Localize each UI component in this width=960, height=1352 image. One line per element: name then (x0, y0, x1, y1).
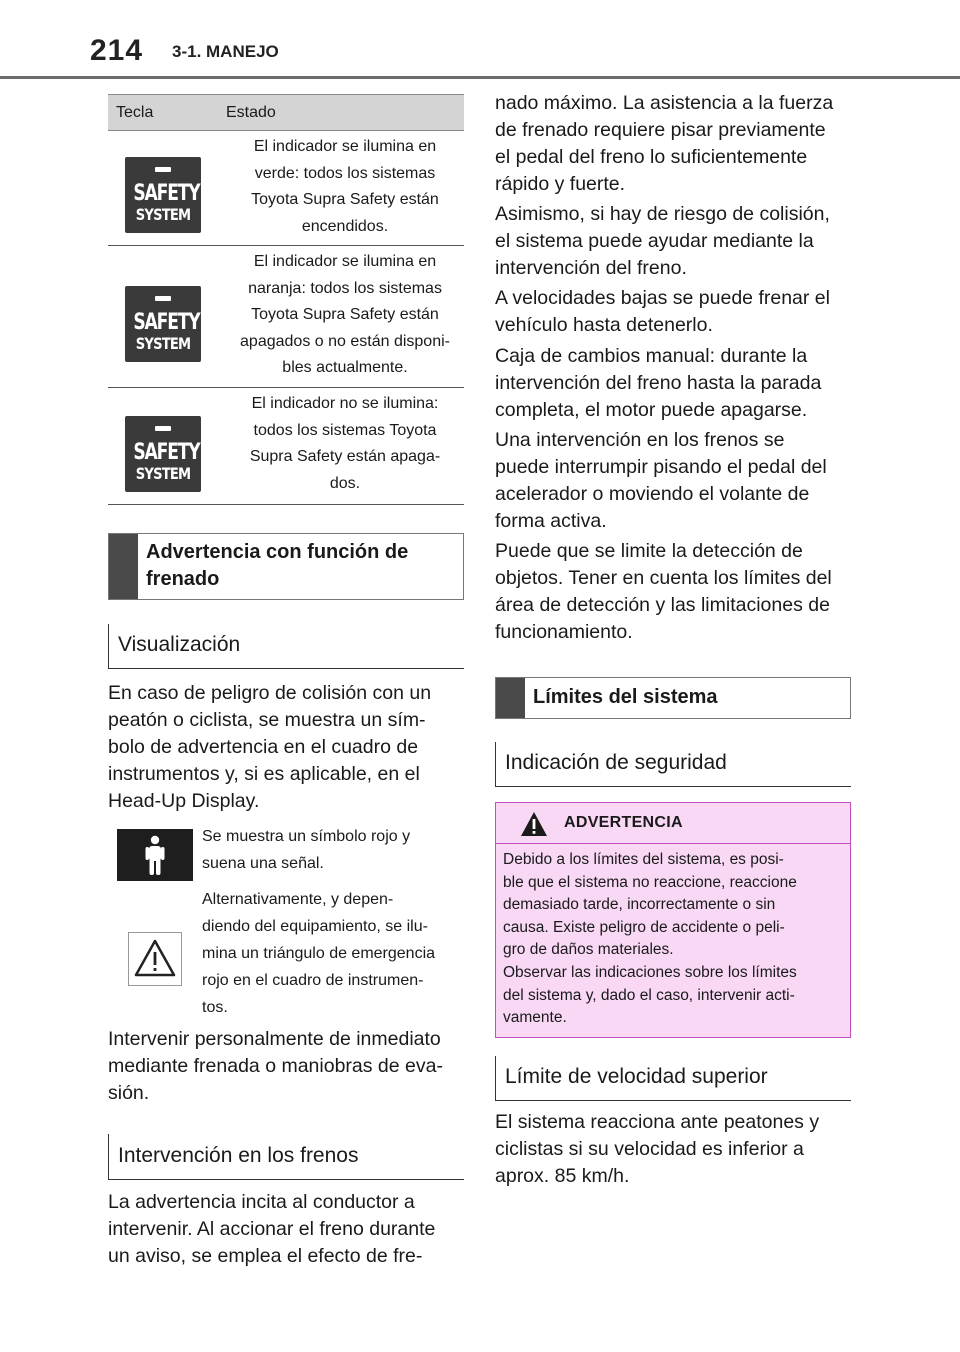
paragraph-intervenir: Intervenir personalmente de inmediato mediante frenada o maniobras de eva- sión. (108, 1028, 443, 1104)
icon-text-triangle: Alternativamente, y depen- diendo del equipamiento, se ilu- mina un triángulo de emergencia rojo en el cuadro de instrumen- tos. (202, 891, 436, 1016)
heading-advertencia-frenado: Advertencia con función de frenado (108, 533, 464, 600)
warning-triangle-icon (128, 932, 182, 986)
paragraph-visualizacion: En caso de peligro de colisión con un peatón o ciclista, se muestra un sím- bolo de advertencia en el cuadro de instrumentos y, si es aplicable, en el Head-Up Display. (108, 682, 432, 812)
header-rule (0, 76, 960, 79)
page-number: 214 (90, 34, 144, 67)
safety-system-key-icon: SAFETY SYSTEM (125, 286, 201, 362)
paragraph-right-1: nado máximo. La asistencia a la fuerza de frenado requiere pisar previamente el pedal del freno lo suficientemente rápido y fuerte. (495, 92, 834, 195)
warning-box (495, 802, 851, 1038)
section-title: 3-1. MANEJO (172, 42, 279, 61)
subheading-intervencion-frenos: Intervención en los frenos (108, 1134, 464, 1180)
table-row (108, 131, 464, 246)
pedestrian-icon (117, 829, 193, 881)
paragraph-intervencion: La advertencia incita al conductor a intervenir. Al accionar el freno durante un aviso, se emplea el efecto de fre- (108, 1191, 436, 1267)
warning-paragraph-2: Observar las indicaciones sobre los límites del sistema y, dado el caso, intervenir acti- vamente. (503, 964, 797, 1026)
state-table (108, 94, 464, 505)
col-header-key: Tecla (116, 104, 154, 121)
paragraph-right-4: Caja de cambios manual: durante la intervención del freno hasta la parada completa, el motor puede apagarse. (495, 345, 822, 421)
warning-header (496, 803, 850, 844)
subheading-indicacion-seguridad: Indicación de seguridad (495, 742, 851, 787)
subheading-limite-velocidad: Límite de velocidad superior (495, 1056, 851, 1101)
heading-limites-sistema: Límites del sistema (495, 677, 851, 719)
subheading-visualizacion: Visualización (108, 624, 464, 669)
table-header (108, 94, 464, 131)
table-row (108, 246, 464, 388)
warning-title: ADVERTENCIA (564, 814, 683, 831)
safety-system-key-icon: SAFETY SYSTEM (125, 416, 201, 492)
paragraph-right-5: Una intervención en los frenos se puede interrumpir pisando el pedal del acelerador o moviendo el volante de forma activa. (495, 429, 827, 532)
paragraph-velocidad: El sistema reacciona ante peatones y ciclistas si su velocidad es inferior a aprox. 85 km/h. (495, 1111, 820, 1187)
table-row (108, 388, 464, 505)
state-text: El indicador no se ilumina: todos los sistemas Toyota Supra Safety están apaga- dos. (249, 395, 441, 492)
safety-system-key-icon: SAFETY SYSTEM (125, 157, 201, 233)
page-header (0, 0, 960, 80)
col-header-state: Estado (226, 104, 276, 121)
paragraph-right-3: A velocidades bajas se puede frenar el vehículo hasta detenerlo. (495, 287, 830, 336)
state-text: El indicador se ilumina en naranja: todos los sistemas Toyota Supra Safety están apagados o no están disponi- bles actualmente. (240, 253, 450, 376)
paragraph-right-2: Asimismo, si hay de riesgo de colisión, el sistema puede ayudar mediante la intervención del freno. (495, 203, 830, 279)
paragraph-right-6: Puede que se limite la detección de objetos. Tener en cuenta los límites del área de detección y las limitaciones de funcionamiento. (495, 540, 832, 643)
warning-paragraph-1: Debido a los límites del sistema, es posi- ble que el sistema no reaccione, reaccione demasiado tarde, incorrectamente o sin causa. Existe peligro de accidente o peli- gro de daños materiales. (503, 851, 797, 958)
state-text: El indicador se ilumina en verde: todos los sistemas Toyota Supra Safety están encendidos. (251, 138, 439, 235)
warning-triangle-icon (520, 811, 548, 837)
icon-text-pedestrian: Se muestra un símbolo rojo y suena una señal. (202, 828, 411, 872)
